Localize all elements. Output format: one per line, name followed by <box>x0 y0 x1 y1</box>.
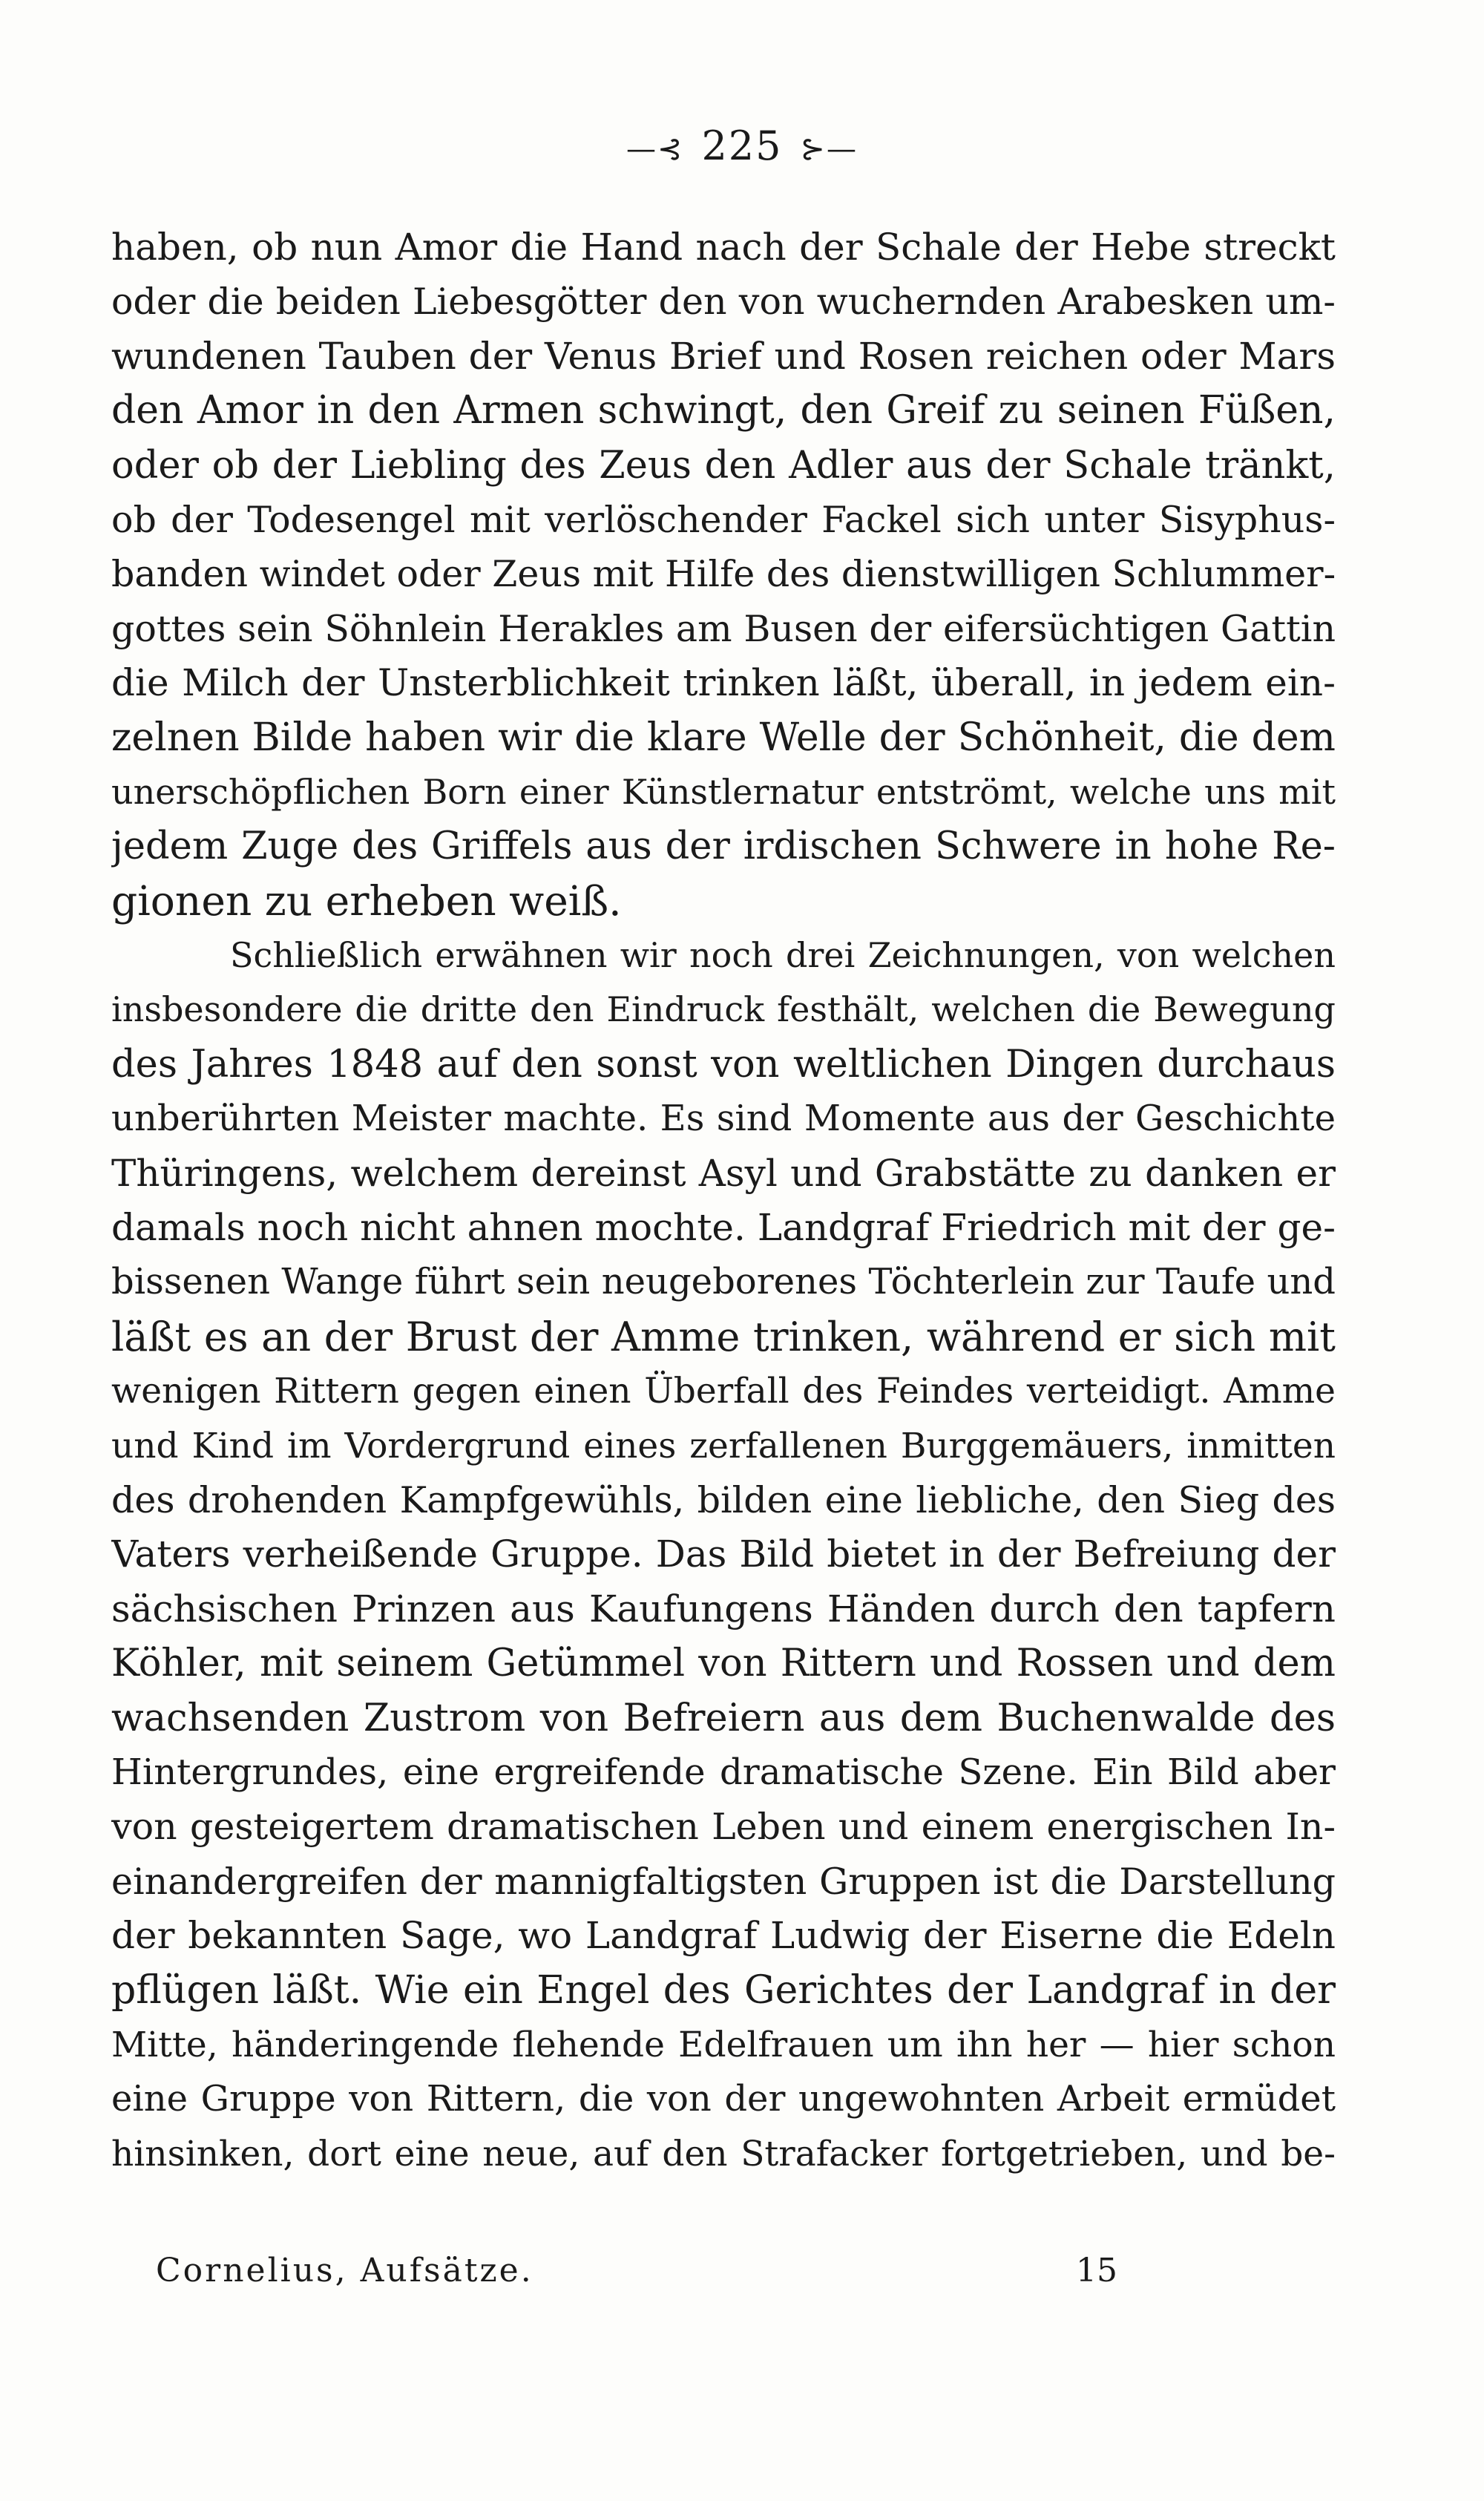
text-line: insbesondere die dritte den Eindruck festhält, welchen die Bewegung <box>111 989 1336 1030</box>
text-line: läßt es an der Brust der Amme trinken, während er sich mit <box>111 1313 1336 1360</box>
text-line: eine Gruppe von Rittern, die von der ungewohnten Arbeit ermüdet <box>111 2078 1336 2120</box>
text-line: Thüringens, welchem dereinst Asyl und Grabstätte zu danken er <box>111 1151 1336 1195</box>
text-line: unberührten Meister machte. Es sind Momente aus der Geschichte <box>111 1098 1336 1140</box>
text-line: und Kind im Vordergrund eines zerfallenen Burggemäuers, inmitten <box>111 1425 1336 1466</box>
text-line: unerschöpflichen Born einer Künstlernatur entströmt, welche uns mit <box>111 771 1336 812</box>
text-line: Mitte, händeringende flehende Edelfrauen um ihn her — hier schon <box>111 2024 1336 2065</box>
signature-number: 15 <box>1076 2252 1117 2289</box>
page-header <box>0 122 1484 169</box>
text-line: wachsenden Zustrom von Befreiern aus dem Buchenwalde des <box>111 1696 1336 1740</box>
text-line: oder die beiden Liebesgötter den von wuchernden Arabesken um- <box>111 281 1336 324</box>
text-line: der bekannten Sage, wo Landgraf Ludwig der Eiserne die Edeln <box>111 1914 1336 1958</box>
text-line: zelnen Bilde haben wir die klare Welle der Schönheit, die dem <box>111 715 1336 760</box>
text-line: oder ob der Liebling des Zeus den Adler aus der Schale tränkt, <box>111 443 1336 488</box>
paragraph-start-line: Schließlich erwähnen wir noch drei Zeichnungen, von welchen <box>230 935 1336 976</box>
text-line: den Amor in den Armen schwingt, den Greif zu seinen Füßen, <box>111 388 1336 433</box>
page-footer <box>111 2252 1336 2296</box>
paragraph-end-line: gionen zu erheben weiß. <box>111 876 622 925</box>
left-ornament: —⊰ <box>626 132 684 166</box>
body-text <box>111 220 1336 2181</box>
text-line: gottes sein Söhnlein Herakles am Busen der eifersüchtigen Gattin <box>111 607 1336 650</box>
text-line: wundenen Tauben der Venus Brief und Rosen reichen oder Mars <box>111 334 1336 378</box>
signature-mark: Cornelius, Aufsätze. <box>156 2252 533 2289</box>
text-line: die Milch der Unsterblichkeit trinken läßt, überall, in jedem ein- <box>111 661 1336 705</box>
text-line: pflügen läßt. Wie ein Engel des Gerichtes der Landgraf in der <box>111 1967 1336 2013</box>
page-number: 225 <box>701 122 783 169</box>
text-line: sächsischen Prinzen aus Kaufungens Händen durch den tapfern <box>111 1587 1336 1630</box>
text-line: bissenen Wange führt sein neugeborenes Töchterlein zur Taufe und <box>111 1261 1336 1303</box>
text-line: des drohenden Kampfgewühls, bilden eine liebliche, den Sieg des <box>111 1478 1336 1521</box>
text-line: ob der Todesengel mit verlöschender Fackel sich unter Sisyphus- <box>111 498 1336 541</box>
text-line: einandergreifen der mannigfaltigsten Gruppen ist die Darstellung <box>111 1860 1336 1903</box>
text-line: banden windet oder Zeus mit Hilfe des dienstwilligen Schlummer- <box>111 553 1336 596</box>
text-line: damals noch nicht ahnen mochte. Landgraf Friedrich mit der ge- <box>111 1206 1336 1250</box>
text-line: jedem Zuge des Griffels aus der irdischen Schwere in hohe Re- <box>111 825 1336 869</box>
text-line: von gesteigertem dramatischen Leben und einem energischen In- <box>111 1806 1336 1849</box>
text-line: Hintergrundes, eine ergreifende dramatische Szene. Ein Bild aber <box>111 1751 1336 1793</box>
text-line: Köhler, mit seinem Getümmel von Rittern und Rossen und dem <box>111 1642 1336 1686</box>
text-line: wenigen Rittern gegen einen Überfall des Feindes verteidigt. Amme <box>111 1371 1336 1412</box>
text-line: hinsinken, dort eine neue, auf den Strafacker fortgetrieben, und be- <box>111 2133 1336 2174</box>
text-line: haben, ob nun Amor die Hand nach der Schale der Hebe streckt <box>111 226 1336 269</box>
right-ornament: ⊱— <box>800 132 858 166</box>
text-line: Vaters verheißende Gruppe. Das Bild bietet in der Befreiung der <box>111 1533 1336 1576</box>
text-line: des Jahres 1848 auf den sonst von weltlichen Dingen durchaus <box>111 1042 1336 1086</box>
